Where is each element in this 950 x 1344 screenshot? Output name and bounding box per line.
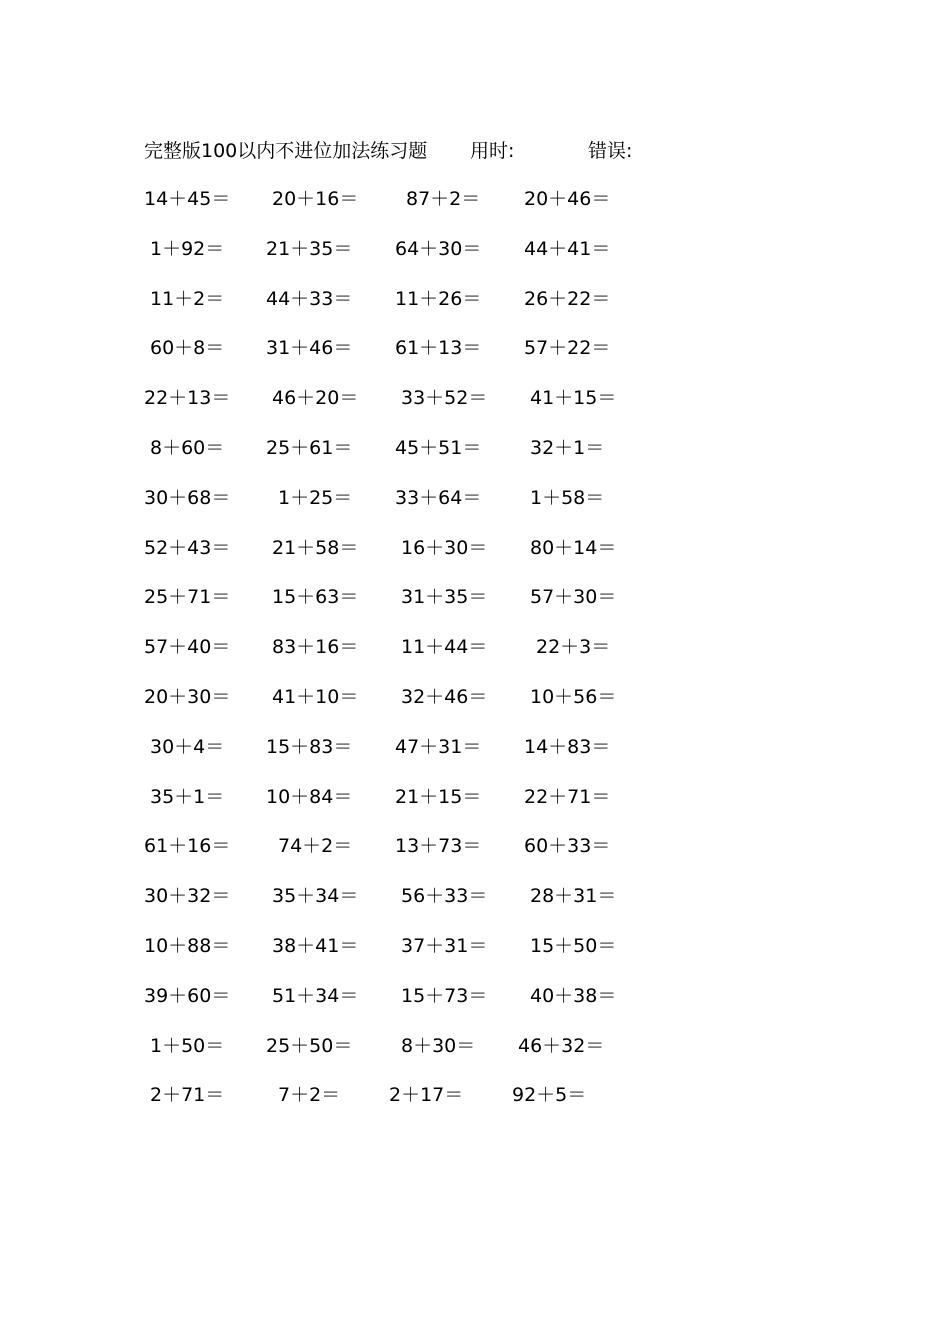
addition-problem: 60＋8＝	[150, 337, 225, 359]
addition-problem: 52＋43＝	[144, 537, 231, 559]
errors-label: 错误:	[588, 140, 633, 162]
addition-problem: 33＋52＝	[401, 387, 488, 409]
addition-problem: 35＋34＝	[272, 885, 359, 907]
addition-problem: 26＋22＝	[524, 288, 611, 310]
addition-problem: 21＋15＝	[395, 786, 482, 808]
addition-problem: 15＋63＝	[272, 586, 359, 608]
addition-problem: 1＋92＝	[150, 238, 225, 260]
addition-problem: 41＋10＝	[272, 686, 359, 708]
addition-problem: 10＋88＝	[144, 935, 231, 957]
addition-problem: 1＋25＝	[278, 487, 353, 509]
addition-problem: 46＋20＝	[272, 387, 359, 409]
addition-problem: 25＋50＝	[266, 1035, 353, 1057]
addition-problem: 22＋71＝	[524, 786, 611, 808]
addition-problem: 16＋30＝	[401, 537, 488, 559]
addition-problem: 14＋83＝	[524, 736, 611, 758]
addition-problem: 10＋84＝	[266, 786, 353, 808]
addition-problem: 60＋33＝	[524, 835, 611, 857]
addition-problem: 7＋2＝	[278, 1084, 341, 1106]
addition-problem: 44＋41＝	[524, 238, 611, 260]
addition-problem: 1＋50＝	[150, 1035, 225, 1057]
addition-problem: 32＋1＝	[530, 437, 605, 459]
addition-problem: 57＋30＝	[530, 586, 617, 608]
addition-problem: 13＋73＝	[395, 835, 482, 857]
addition-problem: 22＋3＝	[536, 636, 611, 658]
addition-problem: 30＋68＝	[144, 487, 231, 509]
addition-problem: 2＋71＝	[150, 1084, 225, 1106]
addition-problem: 21＋58＝	[272, 537, 359, 559]
addition-problem: 11＋44＝	[401, 636, 488, 658]
addition-problem: 31＋46＝	[266, 337, 353, 359]
addition-problem: 30＋4＝	[150, 736, 225, 758]
addition-problem: 28＋31＝	[530, 885, 617, 907]
worksheet-title: 完整版100以内不进位加法练习题	[144, 140, 428, 162]
time-label: 用时:	[470, 140, 515, 162]
addition-problem: 87＋2＝	[406, 188, 481, 210]
addition-problem: 25＋61＝	[266, 437, 353, 459]
addition-problem: 46＋32＝	[518, 1035, 605, 1057]
addition-problem: 57＋40＝	[144, 636, 231, 658]
addition-problem: 35＋1＝	[150, 786, 225, 808]
addition-problem: 32＋46＝	[401, 686, 488, 708]
addition-problem: 61＋13＝	[395, 337, 482, 359]
addition-problem: 61＋16＝	[144, 835, 231, 857]
addition-problem: 20＋46＝	[524, 188, 611, 210]
addition-problem: 41＋15＝	[530, 387, 617, 409]
addition-problem: 40＋38＝	[530, 985, 617, 1007]
addition-problem: 56＋33＝	[401, 885, 488, 907]
addition-problem: 11＋2＝	[150, 288, 225, 310]
addition-problem: 11＋26＝	[395, 288, 482, 310]
addition-problem: 8＋30＝	[401, 1035, 476, 1057]
addition-problem: 45＋51＝	[395, 437, 482, 459]
addition-problem: 21＋35＝	[266, 238, 353, 260]
addition-problem: 74＋2＝	[278, 835, 353, 857]
addition-problem: 47＋31＝	[395, 736, 482, 758]
addition-problem: 2＋17＝	[389, 1084, 464, 1106]
addition-problem: 22＋13＝	[144, 387, 231, 409]
addition-problem: 15＋50＝	[530, 935, 617, 957]
addition-problem: 33＋64＝	[395, 487, 482, 509]
addition-problem: 39＋60＝	[144, 985, 231, 1007]
addition-problem: 38＋41＝	[272, 935, 359, 957]
addition-problem: 44＋33＝	[266, 288, 353, 310]
addition-problem: 20＋16＝	[272, 188, 359, 210]
addition-problem: 31＋35＝	[401, 586, 488, 608]
addition-problem: 92＋5＝	[512, 1084, 587, 1106]
addition-problem: 83＋16＝	[272, 636, 359, 658]
addition-problem: 20＋30＝	[144, 686, 231, 708]
addition-problem: 1＋58＝	[530, 487, 605, 509]
addition-problem: 80＋14＝	[530, 537, 617, 559]
addition-problem: 30＋32＝	[144, 885, 231, 907]
addition-problem: 8＋60＝	[150, 437, 225, 459]
addition-problem: 25＋71＝	[144, 586, 231, 608]
addition-problem: 51＋34＝	[272, 985, 359, 1007]
addition-problem: 37＋31＝	[401, 935, 488, 957]
addition-problem: 15＋73＝	[401, 985, 488, 1007]
addition-problem: 57＋22＝	[524, 337, 611, 359]
addition-problem: 14＋45＝	[144, 188, 231, 210]
addition-problem: 10＋56＝	[530, 686, 617, 708]
addition-problem: 15＋83＝	[266, 736, 353, 758]
addition-problem: 64＋30＝	[395, 238, 482, 260]
